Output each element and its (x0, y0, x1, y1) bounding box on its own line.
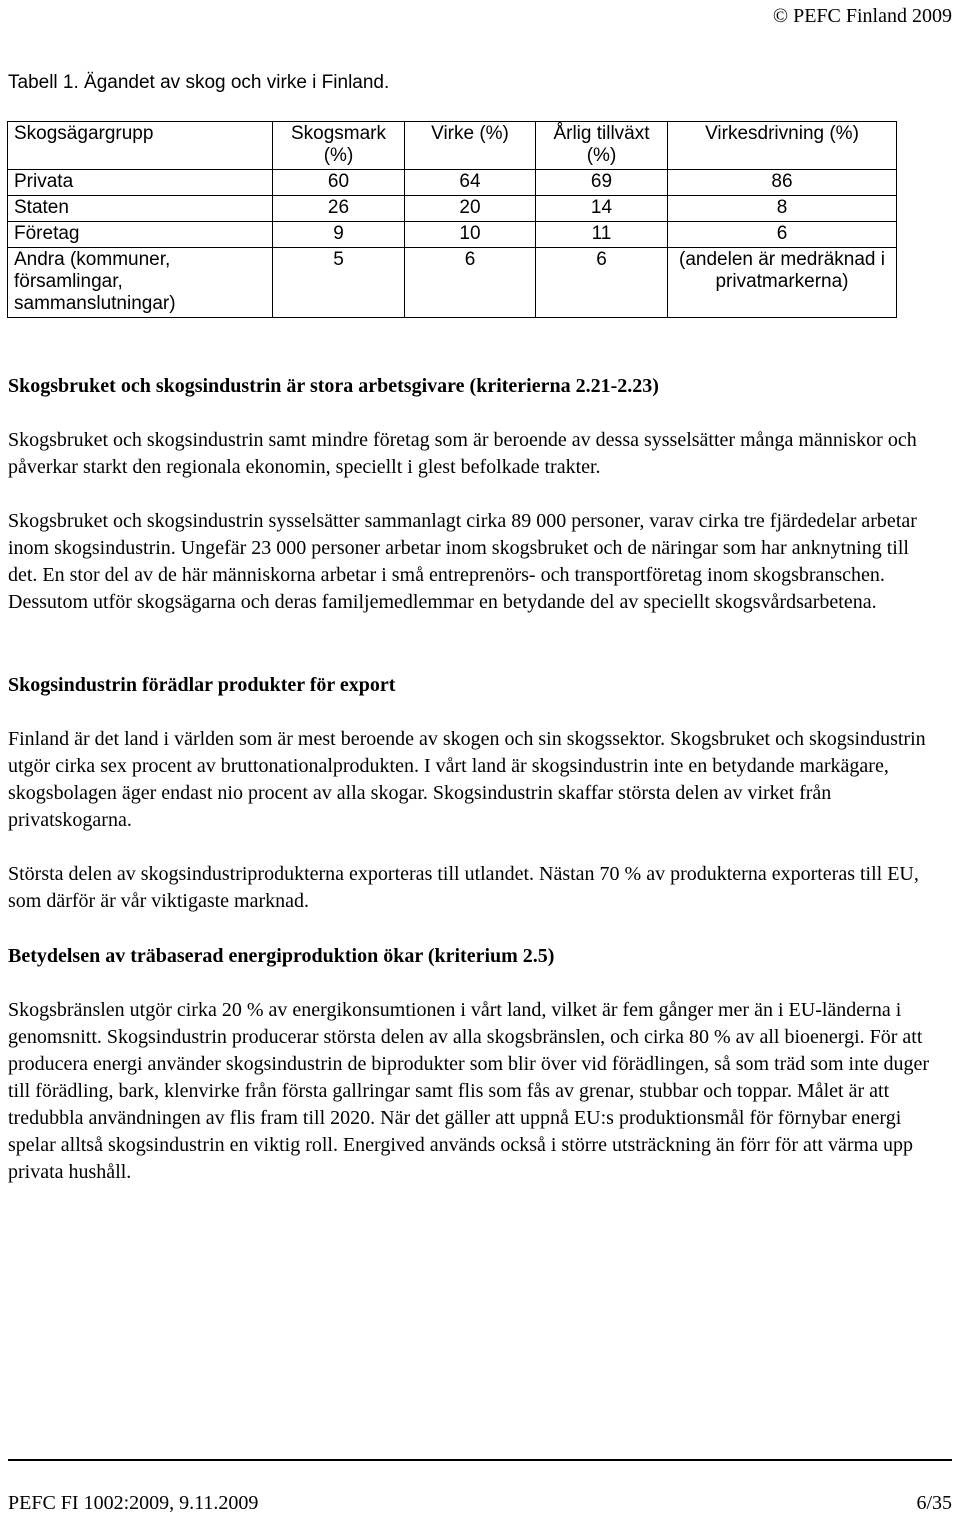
table-cell: 86 (668, 170, 897, 196)
paragraph-energy: Skogsbränslen utgör cirka 20 % av energikonsumtionen i vårt land, vilket är fem gånger mer än i EU-länderna i genomsnitt. Skogsindustrin producerar största delen av alla skogsbränslen, och cirka 80 % av all bioenergi. För att producera energi använder skogsindustrin de biprodukter som blir över vid förädlingen, så som träd som inte duger till förädling, bark, klenvirke från första gallringar samt flis som fås av grenar, stubbar och toppar. Målet är att tredubbla användningen av flis fram till 2020. När det gäller att uppnå EU:s produktionsmål för förnybar energi spelar alltså skogsindustrin en viktig roll. Energived används också i större utsträckning än förr för att värma upp privata hushåll. (8, 999, 930, 1183)
ownership-table (7, 121, 897, 318)
table-cell: 11 (536, 222, 668, 248)
copyright-notice: © PEFC Finland 2009 (772, 5, 952, 27)
table-cell: 14 (536, 196, 668, 222)
table-header-cell: Virkesdrivning (%) (668, 122, 897, 170)
table-cell: 60 (273, 170, 405, 196)
table-header-row (8, 122, 897, 170)
table-cell: Andra (kommuner, församlingar, sammanslutningar) (8, 248, 273, 318)
table-caption: Tabell 1. Ägandet av skog och virke i Finland. (8, 72, 390, 93)
footer-page-number: 6/35 (916, 1492, 952, 1514)
section-heading-employers: Skogsbruket och skogsindustrin är stora arbetsgivare (kriterierna 2.21-2.23) (8, 375, 659, 397)
section-heading-energy: Betydelsen av träbaserad energiproduktion ökar (kriterium 2.5) (8, 945, 555, 967)
paragraph-employment-figures: Skogsbruket och skogsindustrin sysselsätter sammanlagt cirka 89 000 personer, varav cirka tre fjärdedelar arbetar inom skogsindustrin. Ungefär 23 000 personer arbetar inom skogsbruket och de näringar som har anknytning till det. En stor del av de här människorna arbetar i små entreprenörs- och transportföretag inom skogsbranschen. Dessutom utför skogsägarna och deras familjemedlemmar en betydande del av speciellt skogsvårdsarbetena. (8, 510, 917, 613)
table-cell: 6 (405, 248, 536, 318)
table-cell: Privata (8, 170, 273, 196)
table-row (8, 222, 897, 248)
table-cell: 26 (273, 196, 405, 222)
paragraph-export-markets: Största delen av skogsindustriprodukterna exporteras till utlandet. Nästan 70 % av produkterna exporteras till EU, som därför är vår viktigaste marknad. (8, 863, 919, 912)
table-row (8, 196, 897, 222)
table-row (8, 248, 897, 318)
table-header-cell: Skogsägargrupp (8, 122, 273, 170)
table-cell: 20 (405, 196, 536, 222)
table-cell: 9 (273, 222, 405, 248)
table-cell: 5 (273, 248, 405, 318)
table-cell: 8 (668, 196, 897, 222)
table-header-cell: Årlig tillväxt (%) (536, 122, 668, 170)
table-header-cell: Virke (%) (405, 122, 536, 170)
table-cell: 10 (405, 222, 536, 248)
table-cell: 6 (668, 222, 897, 248)
table-cell: Företag (8, 222, 273, 248)
table-header-cell: Skogsmark (%) (273, 122, 405, 170)
footer-divider (8, 1459, 952, 1461)
footer-document-id: PEFC FI 1002:2009, 9.11.2009 (8, 1492, 259, 1514)
paragraph-export-economy: Finland är det land i världen som är mest beroende av skogen och sin skogssektor. Skogsbruket och skogsindustrin utgör cirka sex procent av bruttonationalprodukten. I vårt land är skogsindustrin inte en betydande markägare, skogsbolagen äger endast nio procent av alla skogar. Skogsindustrin skaffar största delen av virket från privatskogarna. (8, 728, 926, 831)
table-cell: 6 (536, 248, 668, 318)
table-row (8, 170, 897, 196)
section-heading-export: Skogsindustrin förädlar produkter för export (8, 674, 396, 696)
table-cell: 69 (536, 170, 668, 196)
table-cell: 64 (405, 170, 536, 196)
paragraph-employment-intro: Skogsbruket och skogsindustrin samt mindre företag som är beroende av dessa sysselsätter många människor och påverkar starkt den regionala ekonomin, speciellt i glest befolkade trakter. (8, 429, 917, 478)
table-cell: Staten (8, 196, 273, 222)
table-cell: (andelen är medräknad i privatmarkerna) (668, 248, 897, 318)
